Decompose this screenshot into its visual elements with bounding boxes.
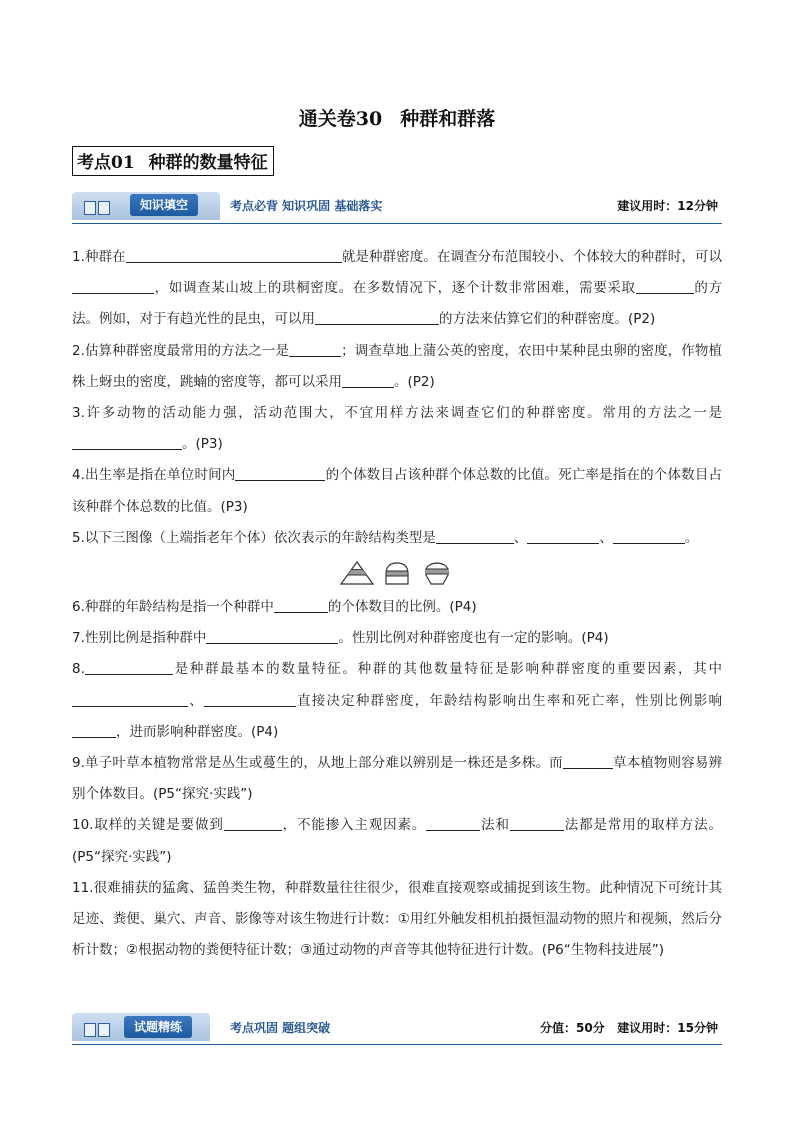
knowledge-banner — [72, 192, 722, 224]
question-5: 5.以下三图像（上端指老年个体）依次表示的年龄结构类型是 、 、 。 — [72, 523, 722, 554]
question-8: 8. 是种群最基本的数量特征。种群的其他数量特征是影响种群密度的重要因素，其中、 直接决定种群密度，年龄结构影响出生率和死亡率，性别比例影响，进而影响种群密度。(P4) — [72, 654, 722, 748]
banner-desc: 考点巩固 题组突破 — [230, 1021, 331, 1035]
age-structure-figures — [0, 561, 794, 587]
question-1: 1.种群在 就是种群密度。在调查分布范围较小、个体较大的种群时，可以，如调查某山坡上的珙桐密度。在多数情况下，逐个计数非常困难，需要采取 的方法。例如，对于有趋光性的昆虫，可以用 的方法来估算它们的种群密度。(P2) — [72, 242, 722, 336]
question-3: 3.许多动物的活动能力强，活动范围大，不宜用样方法来调查它们的种群密度。常用的方法之一是。(P3) — [72, 405, 722, 453]
question-10: 10.取样的关键是要做到 ，不能掺入主观因素。 法和 法都是常用的取样方法。(P5“探究·实践”) — [72, 810, 722, 872]
question-list — [72, 242, 722, 966]
banner-tag: 知识填空 — [130, 194, 198, 216]
question-2: 2.估算种群密度最常用的方法之一是 ；调查草地上蒲公英的密度，农田中某种昆虫卵的密度，作物植株上蚜虫的密度，跳蝻的密度等，都可以采用 。(P2) — [72, 336, 722, 398]
banner-desc: 考点必背 知识巩固 基础落实 — [230, 199, 383, 213]
book-icon — [84, 200, 112, 214]
section-heading: 考点01 种群的数量特征 — [72, 146, 274, 176]
question-9: 9.单子叶草本植物常常是丛生或蔓生的，从地上部分难以辨别是一株还是多株。而 草本植物则容易辨别个体数目。(P5“探究·实践”) — [72, 748, 722, 810]
banner-score-time: 分值：50分 建议用时：15分钟 — [540, 1021, 718, 1035]
question-11: 11.很难捕获的猛禽、猛兽类生物，种群数量往往很少，很难直接观察或捕捉到该生物。此种情况下可统计其足迹、粪便、巢穴、声音、影像等对该生物进行计数：①用红外触发相机拍摄恒温动物的照片和视频，然后分析计数；②根据动物的粪便特征计数；③通过动物的声音等其他特征进行计数。(P6“生物科技进展”) — [72, 879, 722, 959]
question-6: 6.种群的年龄结构是指一个种群中 的个体数目的比例。(P4) — [72, 592, 722, 623]
stable-pyramid-icon — [380, 561, 414, 585]
expanding-pyramid-icon — [340, 561, 374, 585]
declining-pyramid-icon — [420, 561, 454, 585]
question-4: 4.出生率是指在单位时间内 的个体数目占该种群个体总数的比值。死亡率是指在的个体数目占该种群个体总数的比值。(P3) — [72, 460, 722, 522]
practice-banner — [72, 1013, 722, 1045]
banner-time: 建议用时：12分钟 — [617, 199, 718, 213]
question-7: 7.性别比例是指种群中 。性别比例对种群密度也有一定的影响。(P4) — [72, 623, 722, 654]
book-icon — [84, 1022, 112, 1036]
banner-tag: 试题精练 — [124, 1016, 192, 1038]
page-title: 通关卷30 种群和群落 — [298, 108, 496, 130]
